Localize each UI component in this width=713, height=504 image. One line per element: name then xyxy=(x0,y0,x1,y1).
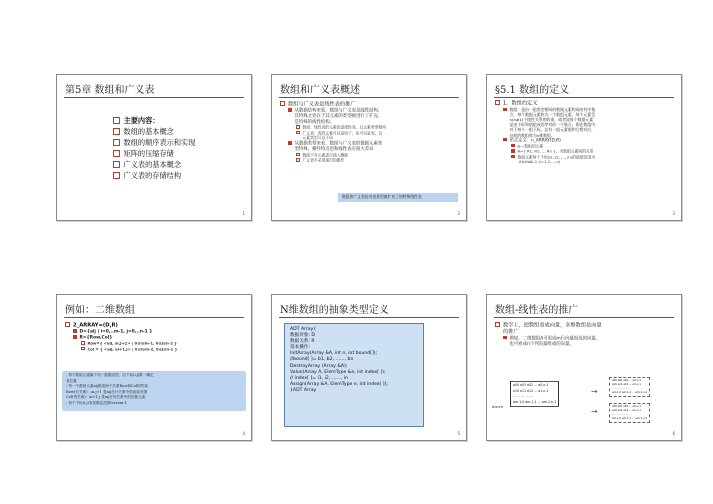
square-bullet-icon xyxy=(503,108,507,112)
highlight-note: 数组和广义表是对表类型做扩充了的特殊线性表 xyxy=(338,193,458,202)
small-box-bullet-icon xyxy=(296,153,300,157)
square-bullet-icon xyxy=(511,149,515,153)
arrow-right-icon: → xyxy=(591,387,598,396)
bullet-line: 例如，二维数组A可看成m行向量组成的向量， xyxy=(495,336,673,342)
checkbox-bullet-icon xyxy=(65,322,70,327)
slide-title: 数组-线性表的推广 xyxy=(495,305,579,316)
bullet-line: 这样的数组称为n维数组。 xyxy=(509,132,555,138)
bullet-line: 也可看成n个列向量组成的向量。 xyxy=(509,341,574,347)
title-divider xyxy=(64,317,244,318)
bullet-line: 数组元素每个下标(j1, j2, …, jn)的取值范围为 xyxy=(495,155,673,160)
title-divider xyxy=(279,317,459,318)
matrix-row: a10 a11 a12 … a1,n-1 xyxy=(612,383,641,386)
outline-item: 数组的顺序表示和实现 xyxy=(113,137,195,148)
title-divider xyxy=(64,97,244,98)
bullet-line: 数组：线性表的元素也是线性表，且元素类型相同 xyxy=(280,125,458,130)
bullet-line: 是特殊的线性结构。 xyxy=(294,119,335,125)
bullet-line: 0≤ji≤bi-1 (i=1,2,…,n) xyxy=(519,158,561,164)
adt-line: Assign(Array &A, ElemType e, int index[ ]); xyxy=(290,381,388,387)
square-bullet-icon xyxy=(503,336,507,340)
bullet-line: Row={ <aij, ai,j+1> | 0≤i≤m-1, 0≤j≤n-2 } xyxy=(65,341,243,346)
slide-title: N维数组的抽象类型定义 xyxy=(280,305,389,316)
checkbox-bullet-icon xyxy=(113,150,120,157)
bullet-line: 对于每个一组下标，总有一组元素值和它相对应， xyxy=(509,127,596,133)
adt-line: DestroyArray (Array &A); xyxy=(290,363,348,369)
checkbox-bullet-icon xyxy=(113,172,120,179)
outline-item: 矩阵的压缩存储 xyxy=(113,148,195,159)
highlight-note xyxy=(62,371,246,411)
bullet-line: 数组：是由一组类型相同的数据元素构成的有序集 xyxy=(495,107,673,112)
small-box-bullet-icon xyxy=(296,125,300,129)
checkbox-bullet-icon xyxy=(280,101,285,106)
page-number: 2 xyxy=(457,211,460,216)
bullet-line: 元素类型可以不同 xyxy=(302,135,333,141)
bullet-line: 从数据结构来看，数组与广义表是线性结构， xyxy=(280,108,458,114)
adt-line: 数据对象: D xyxy=(290,333,315,339)
matrix-row: am-1,0 am-1,1 … am-1,n-1 xyxy=(612,417,648,420)
note-line: 其位置 xyxy=(66,378,77,383)
bullet-line: 其特殊之处在于其元素的类型被进行了扩充， xyxy=(294,114,383,120)
small-box-bullet-icon xyxy=(296,158,300,162)
bullet-line: 是由下标和值组成的序对的一个集合。即在数组中， xyxy=(509,122,599,128)
slide-title: §5.1 数组的定义 xyxy=(495,85,570,96)
note-line: ; 每一个数组元素aij都受两个关系Row和Col的约束 xyxy=(66,384,148,389)
matrix-column-view xyxy=(609,377,650,397)
matrix-row: a10 a11 a12 … a1,n-1 xyxy=(612,409,641,412)
outline-item: 广义表的基本概念 xyxy=(113,159,195,170)
outline-item: 广义表的存储结构 xyxy=(113,170,195,181)
checkbox-bullet-icon xyxy=(495,100,500,105)
square-bullet-icon xyxy=(73,335,77,339)
matrix-row: a10 a11 a12 … a1,n-1 xyxy=(513,388,549,393)
bullet-line: 的推广 xyxy=(503,329,519,336)
slide-2[interactable] xyxy=(271,74,467,221)
matrix-label: Am×n xyxy=(492,405,504,409)
bullet-line: 数组不对元素进行插入删除 xyxy=(280,153,458,158)
bullet-line: 1．数组的定义 xyxy=(495,100,673,107)
adt-line: Value(Array A, ElemType &e, int index[ ]); xyxy=(290,369,386,375)
bullet-line: R={ R1, R2, … Rn }，为数组元素间的关系 xyxy=(495,149,673,154)
matrix-row: a00 a01 a02 … a0,n-1 xyxy=(513,383,549,387)
adt-line: 基本操作: xyxy=(290,345,310,351)
outline-item: 主要内容： xyxy=(113,115,195,126)
page-number: 6 xyxy=(672,431,675,436)
bullet-line: 合，每个数据元素称为一个数组元素，每个元素受 xyxy=(509,112,596,118)
slide-title: 数组和广义表概述 xyxy=(280,85,360,96)
bullet-line: 从数据类型来看，数组与广义表的数据元素类 xyxy=(280,141,458,147)
slide-1[interactable] xyxy=(56,74,252,221)
arrow-right-icon: → xyxy=(591,407,598,416)
checkbox-bullet-icon xyxy=(113,117,120,124)
title-divider xyxy=(494,97,674,98)
checkbox-bullet-icon xyxy=(113,128,120,135)
bullet-line: n(n≥1)个线性关系的约束，或者说每个数据元素 xyxy=(509,117,594,123)
slide-body xyxy=(65,322,243,352)
small-box-bullet-icon xyxy=(296,131,300,135)
bullet-line: 形式定义：n_ARRAY(D,R) xyxy=(495,138,673,144)
bullet-line: 广义表：表的元素可以是原子，也可以是表，且 xyxy=(280,131,458,136)
slide-body xyxy=(495,100,673,165)
matrix-row: … … … … … xyxy=(513,394,533,398)
slide-title: 例如：二维数组 xyxy=(65,305,135,316)
outline-list xyxy=(113,115,195,181)
adt-line: // index[ ]= i1, i2, ……, in xyxy=(290,375,349,381)
note-line: ; 每个下标(i,j)有其限定范围0≤i≤m-1 xyxy=(66,400,127,405)
slide-5[interactable] xyxy=(271,294,467,441)
matrix-row: a00 a01 a02 … a0,n-1 xyxy=(612,379,641,382)
title-divider xyxy=(279,97,459,98)
matrix-row: … … … … … xyxy=(612,387,629,390)
bullet-line: R={Row,Col} xyxy=(65,335,243,341)
slide-4[interactable] xyxy=(56,294,252,441)
square-bullet-icon xyxy=(73,329,77,333)
bullet-line: 数组与广义表是线性表的推广 xyxy=(280,101,458,108)
adt-line: ADT Array{ xyxy=(290,327,317,332)
bullet-line: D—数组的元素 xyxy=(495,144,673,149)
bullet-line: 广义表多采用递归的操作 xyxy=(280,158,458,163)
slide-title: 第5章 数组和广义表 xyxy=(65,85,155,96)
note-line: Row(行关系)：ai,j+1 是aij在行关系中的直接后继 xyxy=(66,389,148,394)
square-bullet-icon xyxy=(511,144,515,148)
bullet-line: 型特殊，操作特点也和线性表有很大差异 xyxy=(294,147,374,153)
bullet-line: 2_ARRAY=(D,R) xyxy=(65,322,243,329)
slide-3[interactable] xyxy=(486,74,682,221)
bullet-line: D={aij | i=0,..m-1, j=0,..n-1 } xyxy=(65,329,243,335)
matrix-a xyxy=(510,381,559,407)
square-bullet-icon xyxy=(288,141,292,145)
checkbox-bullet-icon xyxy=(113,161,120,168)
adt-line: }ADT Array xyxy=(290,387,317,393)
slide-body xyxy=(495,322,673,347)
page-number: 1 xyxy=(242,211,245,216)
adt-definition-box xyxy=(284,323,424,427)
page-number: 4 xyxy=(242,431,245,436)
bullet-line: Col = { <aij, ai+1,j> | 0≤i≤m-2, 0≤j≤n-1 } xyxy=(65,347,243,352)
page-number: 5 xyxy=(457,431,460,436)
adt-line: //bound[ ]= b1, b2, ……, bn xyxy=(290,357,354,363)
checkbox-bullet-icon xyxy=(113,139,120,146)
adt-line: InitArray(Array &A, int n, int bound[]); xyxy=(290,351,378,357)
note-line: Col(列关系)：ai+1,j 是aij在列关系中的后继元素 xyxy=(66,395,146,400)
page-number: 3 xyxy=(672,211,675,216)
small-box-bullet-icon xyxy=(81,347,85,351)
outline-item: 数组的基本概念 xyxy=(113,126,195,137)
checkbox-bullet-icon xyxy=(495,322,500,327)
slide-6[interactable] xyxy=(486,294,682,441)
square-bullet-icon xyxy=(288,108,292,112)
small-box-bullet-icon xyxy=(81,341,85,345)
slide-body xyxy=(280,101,458,164)
matrix-row: am-1,0 am-1,1 … am-1,n-1 xyxy=(612,391,648,394)
note-line: ; 每个数组元素属于同一数据类型，由下标(i,j)唯一确定 xyxy=(66,373,154,377)
title-divider xyxy=(494,317,674,318)
square-bullet-icon xyxy=(503,138,507,142)
matrix-row: am-1,0 am-1,1 … am-1,n-1 xyxy=(513,399,557,404)
matrix-row: a00 a01 a02 … a0,n-1 xyxy=(612,405,641,408)
square-bullet-icon xyxy=(511,155,515,159)
matrix-row-view xyxy=(609,403,650,423)
adt-line: 数据关系: R xyxy=(290,339,315,345)
bullet-line: 数学上，把数组看成向量，多维数组是向量 xyxy=(495,322,673,329)
matrix-row: … … … … … xyxy=(612,413,629,416)
